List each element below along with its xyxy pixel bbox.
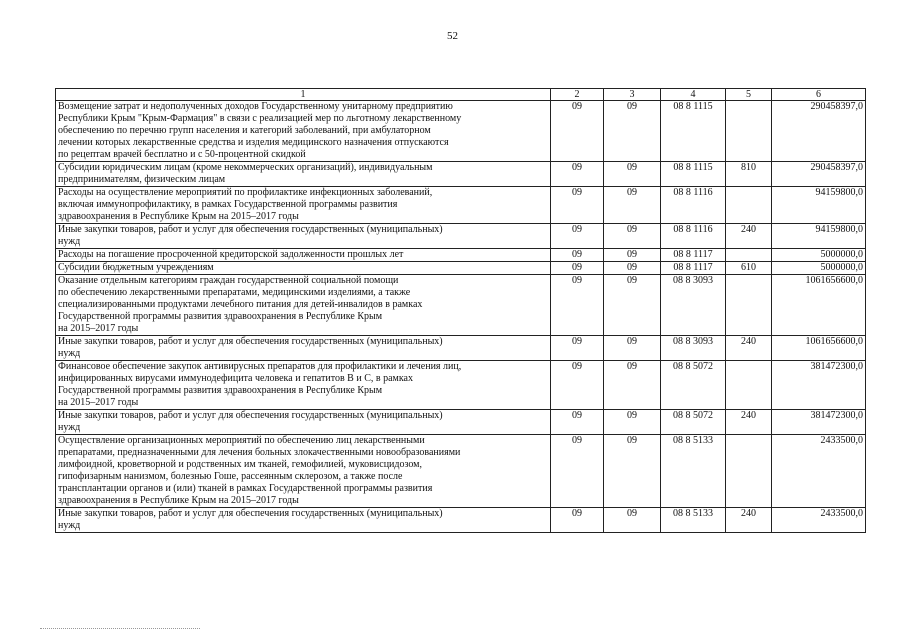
target-article-code: 08 8 5072 xyxy=(661,410,726,435)
budget-table xyxy=(55,88,866,533)
column-header: 4 xyxy=(661,89,726,101)
section-code: 09 xyxy=(551,101,604,162)
table-row xyxy=(56,361,866,410)
table-row xyxy=(56,187,866,224)
amount-value: 2433500,0 xyxy=(772,508,866,533)
target-article-code: 08 8 1116 xyxy=(661,224,726,249)
expense-type-code: 810 xyxy=(726,162,772,187)
row-description: Иные закупки товаров, работ и услуг для обеспечения государственных (муниципальных) нужд xyxy=(56,410,551,435)
table-row xyxy=(56,410,866,435)
amount-value: 5000000,0 xyxy=(772,249,866,262)
amount-value: 1061656600,0 xyxy=(772,275,866,336)
row-description: Иные закупки товаров, работ и услуг для обеспечения государственных (муниципальных) нужд xyxy=(56,508,551,533)
section-code: 09 xyxy=(551,224,604,249)
section-code: 09 xyxy=(551,275,604,336)
row-description: Субсидии юридическим лицам (кроме некоммерческих организаций), индивидуальным предпринимателям, физическим лицам xyxy=(56,162,551,187)
table-row xyxy=(56,101,866,162)
column-header: 6 xyxy=(772,89,866,101)
expense-type-code xyxy=(726,101,772,162)
column-header: 2 xyxy=(551,89,604,101)
section-code: 09 xyxy=(551,262,604,275)
section-code: 09 xyxy=(551,162,604,187)
amount-value: 381472300,0 xyxy=(772,410,866,435)
subsection-code: 09 xyxy=(604,162,661,187)
table-row xyxy=(56,224,866,249)
target-article-code: 08 8 1115 xyxy=(661,101,726,162)
target-article-code: 08 8 1117 xyxy=(661,262,726,275)
expense-type-code xyxy=(726,187,772,224)
subsection-code: 09 xyxy=(604,361,661,410)
amount-value: 1061656600,0 xyxy=(772,336,866,361)
row-description: Субсидии бюджетным учреждениям xyxy=(56,262,551,275)
expense-type-code: 240 xyxy=(726,336,772,361)
subsection-code: 09 xyxy=(604,187,661,224)
amount-value: 2433500,0 xyxy=(772,435,866,508)
target-article-code: 08 8 5072 xyxy=(661,361,726,410)
target-article-code: 08 8 5133 xyxy=(661,508,726,533)
target-article-code: 08 8 5133 xyxy=(661,435,726,508)
column-header: 3 xyxy=(604,89,661,101)
subsection-code: 09 xyxy=(604,410,661,435)
expense-type-code: 240 xyxy=(726,224,772,249)
section-code: 09 xyxy=(551,410,604,435)
column-header: 5 xyxy=(726,89,772,101)
table-row xyxy=(56,435,866,508)
row-description: Иные закупки товаров, работ и услуг для обеспечения государственных (муниципальных) нужд xyxy=(56,224,551,249)
amount-value: 290458397,0 xyxy=(772,162,866,187)
subsection-code: 09 xyxy=(604,336,661,361)
row-description: Осуществление организационных мероприятий по обеспечению лиц лекарственными препаратами, предназначенными для лечения больных злокачественными новообразованиями лимфоидной, кроветворной и родственных им тканей, гемофилией, муковисцидозом, гипофизарным нанизмом, болезнью Гоше, рассеянным склерозом, а также после трансплантации органов и (или) тканей в рамках Государственной программы развития здравоохранения в Республике Крым на 2015–2017 годы xyxy=(56,435,551,508)
section-code: 09 xyxy=(551,249,604,262)
row-description: Возмещение затрат и недополученных доходов Государственному унитарному предприятию Республики Крым "Крым-Фармация" в связи с реализацией мер по льготному лекарственному обеспечению по перечню групп населения и категорий заболеваний, при амбулаторном лечении которых лекарственные средства и изделия медицинского назначения отпускаются по рецептам врачей бесплатно и с 50-процентной скидкой xyxy=(56,101,551,162)
expense-type-code xyxy=(726,249,772,262)
section-code: 09 xyxy=(551,435,604,508)
row-description: Расходы на осуществление мероприятий по профилактике инфекционных заболеваний, включая иммунопрофилактику, в рамках Государственной программы развития здравоохранения в Республике Крым на 2015–2017 годы xyxy=(56,187,551,224)
subsection-code: 09 xyxy=(604,508,661,533)
table-row xyxy=(56,275,866,336)
amount-value: 381472300,0 xyxy=(772,361,866,410)
table-row xyxy=(56,508,866,533)
amount-value: 94159800,0 xyxy=(772,187,866,224)
amount-value: 290458397,0 xyxy=(772,101,866,162)
row-description: Оказание отдельным категориям граждан государственной социальной помощи по обеспечению лекарственными препаратами, медицинскими изделиями, а также специализированными продуктами лечебного питания для детей-инвалидов в рамках Государственной программы развития здравоохранения в Республике Крым на 2015–2017 годы xyxy=(56,275,551,336)
target-article-code: 08 8 1115 xyxy=(661,162,726,187)
subsection-code: 09 xyxy=(604,275,661,336)
subsection-code: 09 xyxy=(604,435,661,508)
amount-value: 5000000,0 xyxy=(772,262,866,275)
table-row xyxy=(56,162,866,187)
target-article-code: 08 8 3093 xyxy=(661,336,726,361)
expense-type-code: 240 xyxy=(726,410,772,435)
amount-value: 94159800,0 xyxy=(772,224,866,249)
scan-artifact xyxy=(40,628,200,630)
table-row xyxy=(56,249,866,262)
table-row xyxy=(56,336,866,361)
expense-type-code xyxy=(726,435,772,508)
subsection-code: 09 xyxy=(604,224,661,249)
target-article-code: 08 8 3093 xyxy=(661,275,726,336)
column-header: 1 xyxy=(56,89,551,101)
expense-type-code xyxy=(726,275,772,336)
section-code: 09 xyxy=(551,336,604,361)
expense-type-code: 240 xyxy=(726,508,772,533)
row-description: Расходы на погашение просроченной кредиторской задолженности прошлых лет xyxy=(56,249,551,262)
row-description: Финансовое обеспечение закупок антивирусных препаратов для профилактики и лечения лиц, инфицированных вирусами иммунодефицита человека и гепатитов B и C, в рамках Государственной программы развития здравоохранения в Республике Крым на 2015–2017 годы xyxy=(56,361,551,410)
table-row xyxy=(56,262,866,275)
target-article-code: 08 8 1117 xyxy=(661,249,726,262)
expense-type-code xyxy=(726,361,772,410)
subsection-code: 09 xyxy=(604,262,661,275)
section-code: 09 xyxy=(551,361,604,410)
target-article-code: 08 8 1116 xyxy=(661,187,726,224)
table-body xyxy=(56,101,866,533)
subsection-code: 09 xyxy=(604,101,661,162)
section-code: 09 xyxy=(551,508,604,533)
row-description: Иные закупки товаров, работ и услуг для обеспечения государственных (муниципальных) нужд xyxy=(56,336,551,361)
table-header-row xyxy=(56,89,866,101)
subsection-code: 09 xyxy=(604,249,661,262)
expense-type-code: 610 xyxy=(726,262,772,275)
page-number: 52 xyxy=(447,30,458,42)
section-code: 09 xyxy=(551,187,604,224)
